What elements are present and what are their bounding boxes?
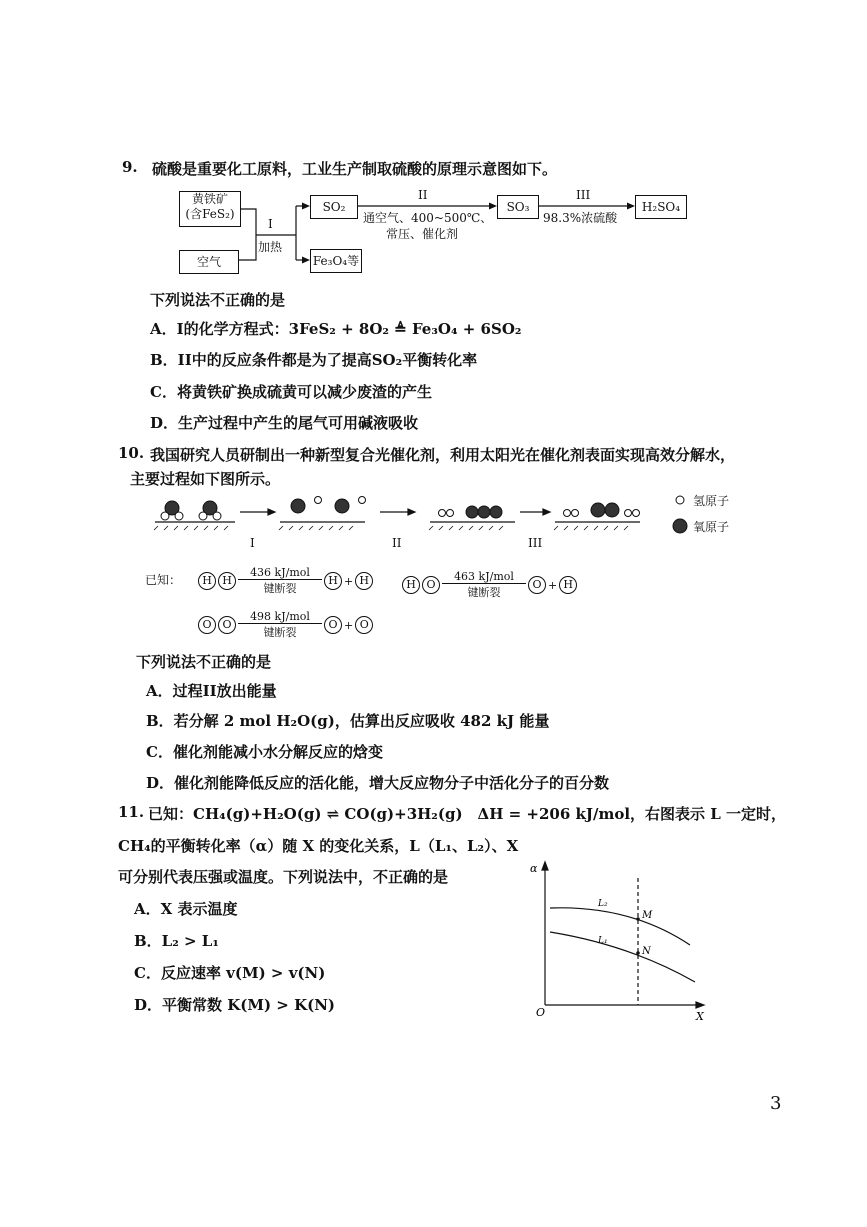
q10-prompt: 下列说法不正确的是 [136,653,272,671]
atom: H [355,572,373,590]
y-axis-label: α [530,862,538,875]
plus-sign: + [344,618,354,632]
q9-prompt: 下列说法不正确的是 [150,291,286,309]
known-label: 已知： [145,573,182,587]
atom: O [355,616,373,634]
step3-condition: 98.3%浓硫酸 [543,211,618,225]
bond-hh [198,566,373,596]
bond-oo [198,610,373,640]
legend-oxygen-icon [673,519,687,533]
q10-option-a: A．过程II放出能量 [146,682,277,700]
atom: O [528,576,546,594]
stage-2-label: II [392,536,402,550]
fe3o4-label: Fe₃O₄等 [312,254,360,268]
plus-sign: + [344,574,354,588]
atom: H [559,576,577,594]
atom: H [218,572,236,590]
atom: O [422,576,440,594]
atom: H [198,572,216,590]
q9-option-b: B．II中的反应条件都是为了提高SO₂平衡转化率 [150,351,478,369]
origin-label: O [536,1006,546,1019]
q9-option-c: C．将黄铁矿换成硫黄可以减少废渣的产生 [150,383,432,401]
q11-line1: 已知：CH₄(g)+H₂O(g) ⇌ CO(g)+3H₂(g) ΔH = +206 kJ/mol，右图表示 L 一定时， [148,805,787,823]
bond-energy: 463 kJ/mol [442,570,526,584]
pyrite-label: 黄铁矿 [191,192,228,206]
atom: O [218,616,236,634]
legend-oxygen-label: 氧原子 [693,520,730,534]
curve-l1-label: L₁ [598,936,608,946]
q11-option-c: C．反应速率 v(M) > v(N) [134,964,326,982]
bond-break-label: 键断裂 [263,626,297,639]
so3-label: SO₃ [506,200,530,214]
atom: O [324,616,342,634]
q9-option-d: D．生产过程中产生的尾气可用碱液吸收 [150,414,419,432]
h2so4-label: H₂SO₄ [641,200,681,214]
q11-graph [520,850,720,1030]
q11-option-a: A．X 表示温度 [134,900,238,918]
step3-label: III [576,188,591,202]
step1-label: I [268,217,273,231]
step1-condition: 加热 [258,240,283,254]
legend-hydrogen-icon [676,496,684,504]
bond-ho [402,570,577,600]
curve-l1 [550,932,695,982]
bond-energy: 498 kJ/mol [238,610,322,624]
q9-option-a: A．I的化学方程式：3FeS₂ + 8O₂ ≜ Fe₃O₄ + 6SO₂ [150,320,522,338]
air-label: 空气 [196,255,221,269]
page-number: 3 [770,1093,782,1114]
legend-hydrogen-label: 氢原子 [693,494,730,508]
point-m-label: M [642,910,653,921]
q9-flow-lines [0,0,867,300]
atom: H [324,572,342,590]
q11-line3: 可分别代表压强或温度。下列说法中，不正确的是 [118,868,449,886]
so2-label: SO₂ [322,200,346,214]
q11-line2: CH₄的平衡转化率（α）随 X 的变化关系，L（L₁、L₂）、X [118,837,519,855]
curve-l2-label: L₂ [598,899,608,909]
bond-break-label: 键断裂 [263,582,297,595]
point-n-label: N [642,946,651,957]
pyrite-formula: (含FeS₂) [185,207,235,221]
q11-option-d: D．平衡常数 K(M) > K(N) [134,996,336,1014]
q9-number: 9. [122,158,138,176]
q11-number: 11. [118,803,145,821]
q10-stem-line2: 主要过程如下图所示。 [130,470,281,488]
q9-stem: 硫酸是重要化工原料，工业生产制取硫酸的原理示意图如下。 [152,160,558,178]
atom: H [402,576,420,594]
q10-option-c: C．催化剂能减小水分解反应的焓变 [146,743,383,761]
q10-process-diagram [140,488,780,558]
bond-energy: 436 kJ/mol [238,566,322,580]
step2-label: II [418,188,428,202]
x-axis-label: X [696,1010,704,1023]
step2-condition-1: 通空气、400~500℃、 [363,211,493,225]
q10-stem-line1: 我国研究人员研制出一种新型复合光催化剂，利用太阳光在催化剂表面实现高效分解水， [150,446,736,464]
q10-option-d: D．催化剂能降低反应的活化能，增大反应物分子中活化分子的百分数 [146,774,610,792]
step2-condition-2: 常压、催化剂 [386,227,459,241]
q10-number: 10. [118,444,145,462]
stage-1-label: I [250,536,255,550]
q10-option-b: B．若分解 2 mol H₂O(g)，估算出反应吸收 482 kJ 能量 [146,712,550,730]
atom: O [198,616,216,634]
plus-sign: + [548,578,558,592]
curve-l2 [550,908,690,945]
q11-option-b: B．L₂ > L₁ [134,932,219,950]
stage-3-label: III [528,536,543,550]
bond-break-label: 键断裂 [467,586,501,599]
